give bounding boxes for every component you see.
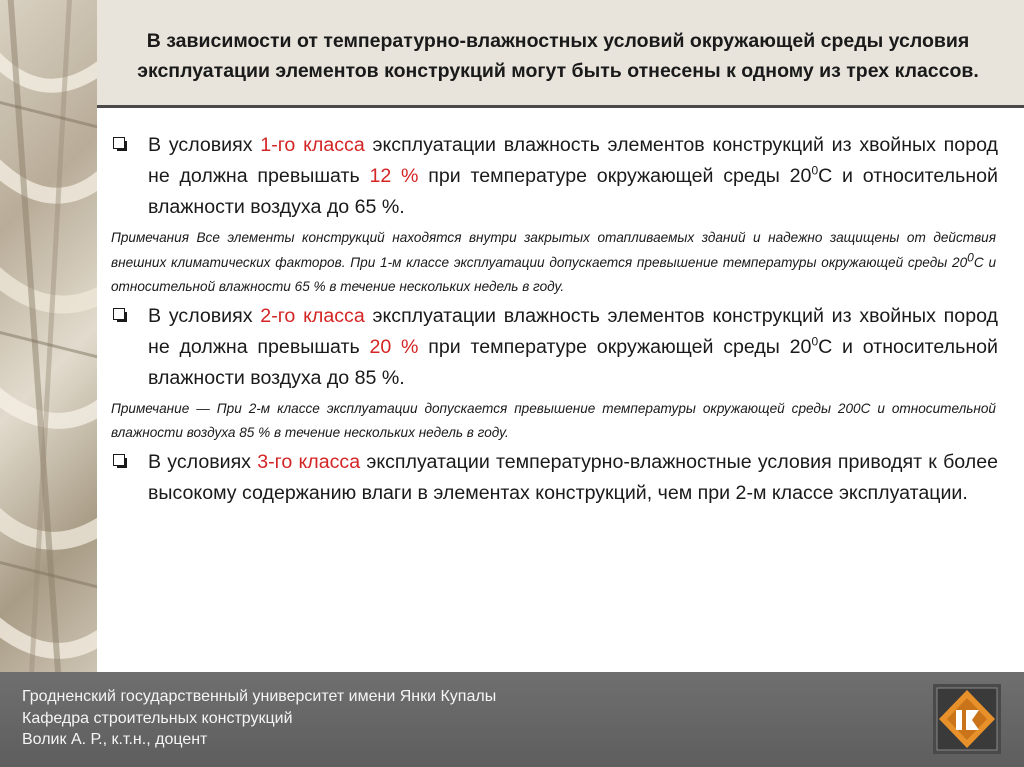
slide-body (97, 0, 1024, 672)
wooden-structure-illustration (0, 0, 97, 672)
class-3-highlight: 3-го класса (257, 450, 361, 473)
item-text-pre: В условиях (148, 134, 261, 156)
item-text-mid: эксплуатации влажность элементов конструкций из хвойных пород не должна превышать (148, 134, 998, 187)
item-text-post2: С и относительной влажности воздуха до 85 %. (148, 335, 998, 389)
footer-info (22, 686, 496, 751)
degree-superscript: 0 (967, 249, 974, 264)
page-title: В зависимости от температурно-влажностных условий окружающей среды условия эксплуатации элементов конструкций могут быть отнесены к одному из трех классов. (137, 30, 979, 82)
checkbox-bullet-icon (113, 308, 125, 320)
item-text-post: при температуре окружающей среды 20 (418, 335, 812, 358)
class-2-item (111, 301, 998, 394)
class-2-highlight: 2-го класса (260, 304, 365, 327)
footer-department: Кафедра строительных конструкций (22, 709, 293, 727)
degree-superscript: 0 (811, 333, 819, 348)
class-1-item (111, 130, 998, 223)
checkbox-bullet-icon (113, 137, 125, 149)
item-text-mid: эксплуатации температурно-влажностные условия приводят к более высокому содержанию влаги в элементах конструкций, чем при 2-м классе эксплуатации. (148, 450, 998, 504)
class-1-moisture-value: 12 % (369, 165, 419, 187)
degree-superscript: 0 (811, 163, 819, 178)
content-area (111, 130, 998, 509)
title-banner (97, 0, 1024, 108)
note-text-b: С и относительной влажности 65 % в течение нескольких недель в году. (111, 254, 997, 294)
item-text-pre: В условиях (148, 304, 261, 327)
class-1-highlight: 1-го класса (260, 134, 365, 156)
item-text-pre: В условиях (148, 450, 258, 473)
item-text-post: при температуре окружающей среды 20 (418, 165, 812, 187)
footer-author: Волик А. Р., к.т.н., доцент (22, 731, 208, 748)
class-1-note (111, 226, 998, 300)
university-logo-icon (933, 684, 1001, 754)
class-2-note: Примечание — При 2-м классе эксплуатации допускается превышение температуры окружающей среды 200С и относительной влажности воздуха 85 % в течение нескольких недель в году. (111, 400, 996, 440)
item-text-mid: эксплуатации влажность элементов конструкций из хвойных пород не должна превышать (148, 304, 998, 358)
checkbox-bullet-icon (113, 454, 125, 466)
decorative-side-image (0, 0, 97, 672)
note-text-a: Примечания Все элементы конструкций находятся внутри закрытых отапливаемых зданий и надежно защищены от действия внешних климатических факторов. При 1-м классе эксплуатации допускается превышение температуры окружающей среды 20 (111, 230, 996, 270)
class-2-moisture-value: 20 % (369, 335, 419, 358)
footer-bar (0, 672, 1024, 767)
class-3-item (111, 447, 998, 509)
footer-university: Гродненский государственный университет имени Янки Купалы (22, 688, 497, 705)
item-text-post2: С и относительной влажности воздуха до 65 %. (148, 165, 998, 218)
